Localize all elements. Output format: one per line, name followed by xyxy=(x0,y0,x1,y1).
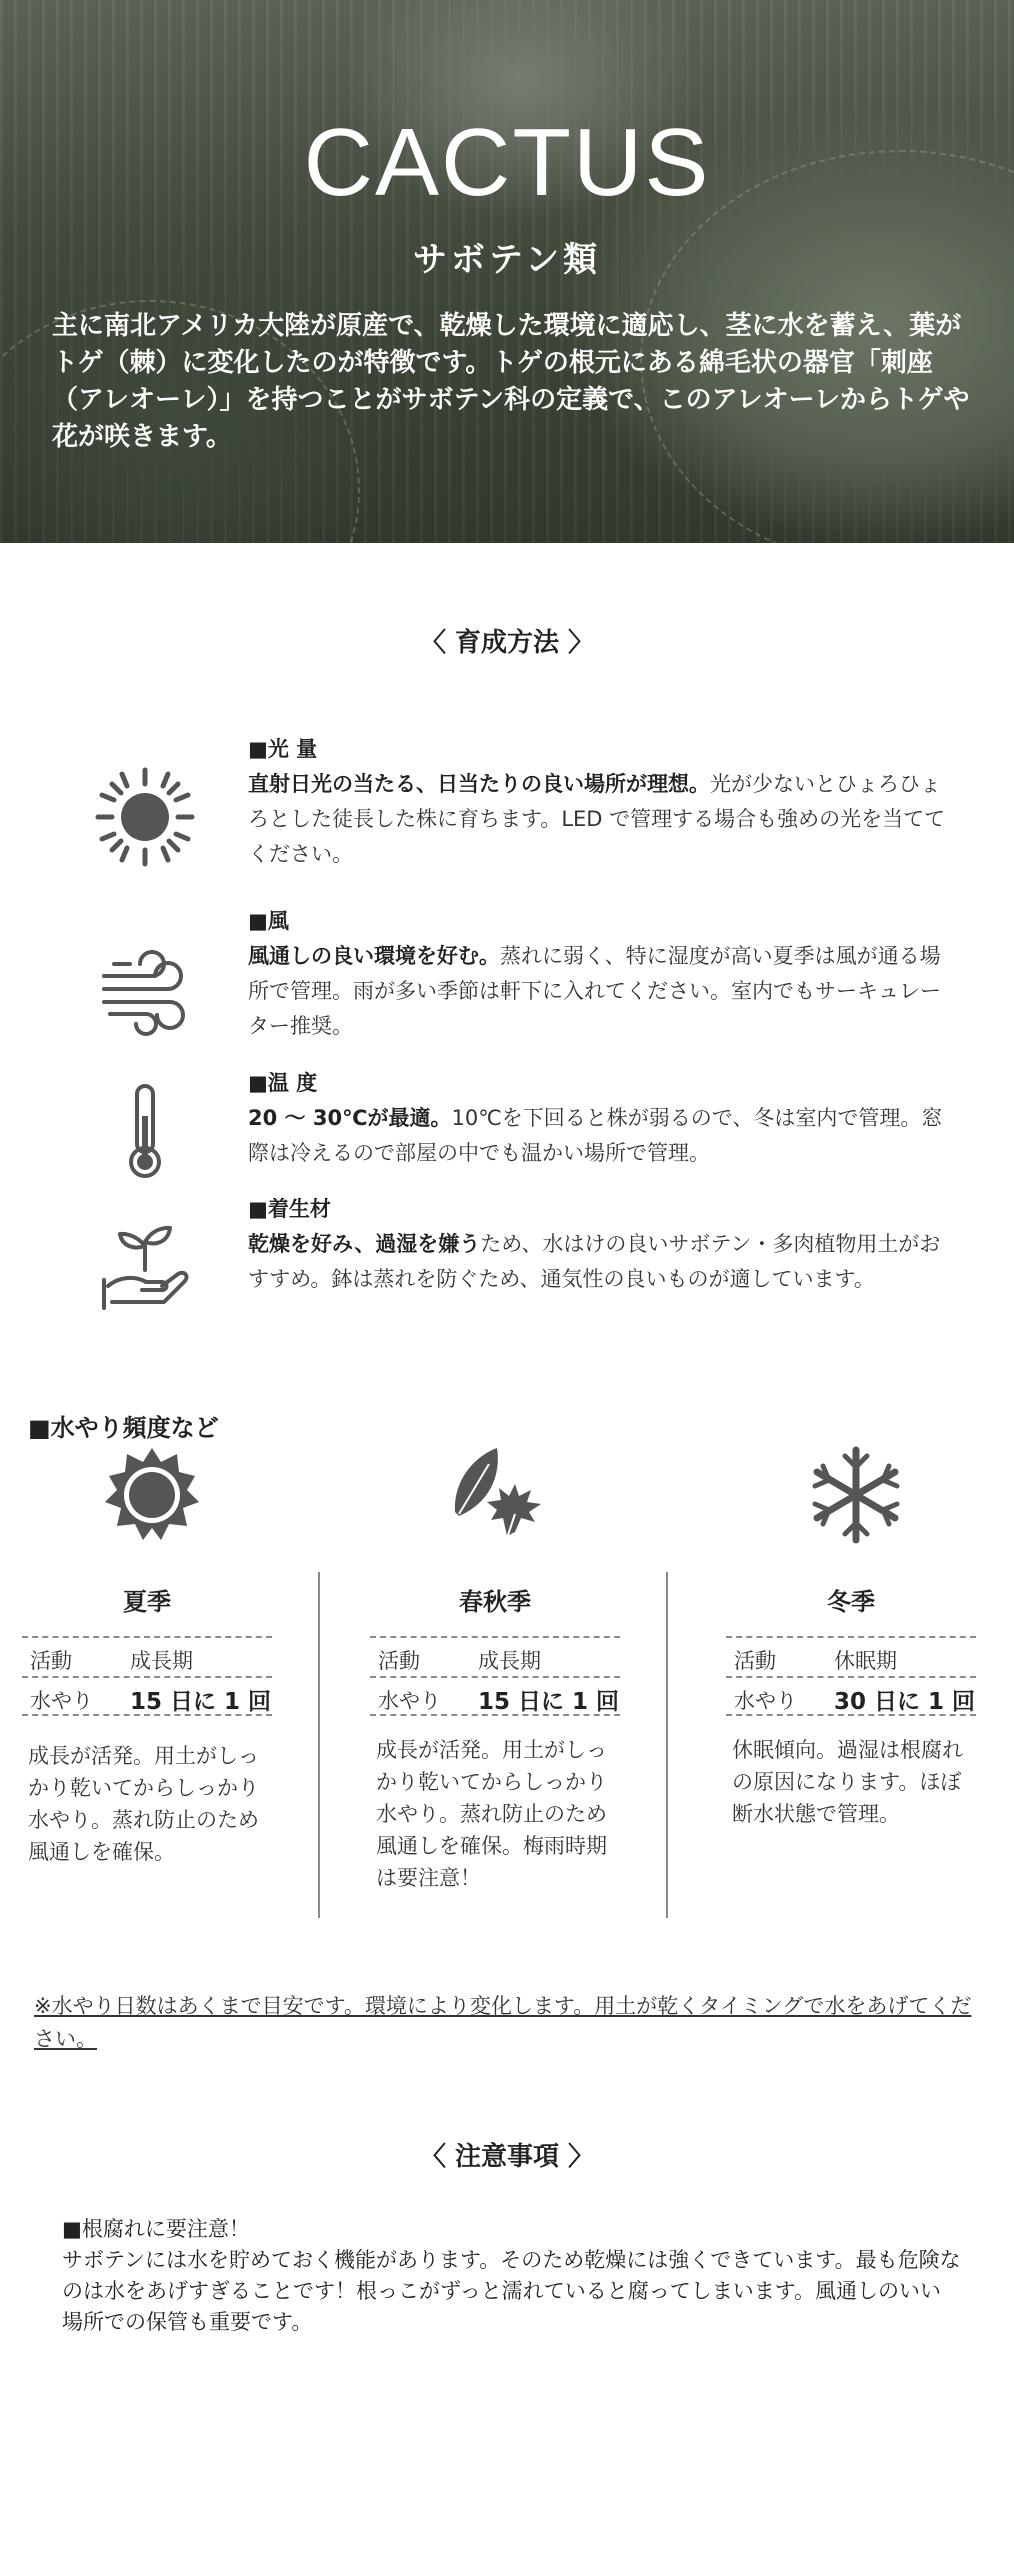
care-title: ■光 量 xyxy=(248,737,318,761)
care-lead: 風通しの良い環境を好む。 xyxy=(248,944,500,968)
care-text xyxy=(248,1066,948,1171)
activity-label: 活動 xyxy=(30,1649,72,1673)
watering-value: 30 日に 1 回 xyxy=(834,1689,976,1715)
column-divider xyxy=(666,1572,668,1918)
snowflake-icon xyxy=(801,1440,911,1550)
care-body: 10℃を下回ると株が弱るので、冬は室内で管理。窓際は冷えるので部屋の中でも温かい場所で管理。 xyxy=(248,1106,943,1165)
season-name: 春秋季 xyxy=(459,1588,531,1616)
sun-icon xyxy=(90,762,200,872)
column-divider xyxy=(318,1572,320,1918)
hero-title: CACTUS xyxy=(303,109,711,216)
hero-subtitle: サボテン類 xyxy=(412,240,602,280)
watering-label: 水やり xyxy=(30,1689,93,1713)
care-title: ■温 度 xyxy=(248,1071,318,1095)
activity-value: 休眠期 xyxy=(834,1649,897,1673)
watering-row xyxy=(370,1676,620,1716)
leaves-icon xyxy=(445,1440,555,1550)
growing-heading: 〈 育成方法 〉 xyxy=(419,628,595,658)
caution-block xyxy=(62,2214,962,2338)
watering-label: 水やり xyxy=(378,1689,441,1713)
activity-row xyxy=(726,1636,976,1676)
activity-label: 活動 xyxy=(378,1649,420,1673)
activity-row xyxy=(370,1636,620,1676)
watering-row xyxy=(22,1676,272,1716)
wind-icon xyxy=(90,934,200,1044)
season-description: 休眠傾向。過湿は根腐れの原因になります。ほぼ断水状態で管理。 xyxy=(732,1738,963,1826)
activity-row xyxy=(22,1636,272,1676)
watering-label: 水やり xyxy=(734,1689,797,1713)
watering-heading: ■水やり頻度など xyxy=(28,1414,219,1442)
season-description: 成長が活発。用土がしっかり乾いてからしっかり水やり。蒸れ防止のため風通しを確保。 xyxy=(28,1744,259,1864)
season-name: 夏季 xyxy=(123,1588,171,1616)
summer-sun-icon xyxy=(97,1440,207,1550)
care-title: ■着生材 xyxy=(248,1197,331,1221)
hero-banner xyxy=(0,0,1014,543)
care-lead: 乾燥を好み、過湿を嫌う xyxy=(248,1232,481,1256)
care-title: ■風 xyxy=(248,909,289,933)
activity-label: 活動 xyxy=(734,1649,776,1673)
season-name: 冬季 xyxy=(827,1588,875,1616)
caution-title: ■根腐れに要注意！ xyxy=(62,2217,250,2241)
watering-value: 15 日に 1 回 xyxy=(130,1689,272,1715)
activity-value: 成長期 xyxy=(130,1649,193,1673)
caution-body: サボテンには水を貯めておく機能があります。そのため乾燥には強くできています。最も危険なのは水をあげすぎることです！根っこがずっと濡れていると腐ってしまいます。風通しのいい場所での保管も重要です。 xyxy=(62,2248,961,2334)
watering-note: ※水やり日数はあくまで目安です。環境により変化します。用土が乾くタイミングで水をあげてください。 xyxy=(34,1994,972,2051)
care-body: 蒸れに弱く、特に湿度が高い夏季は風が通る場所で管理。雨が多い季節は軒下に入れてください。室内でもサーキュレーター推奨。 xyxy=(248,944,941,1038)
care-text xyxy=(248,1192,948,1297)
care-lead: 直射日光の当たる、日当たりの良い場所が理想。 xyxy=(248,772,710,796)
season-description: 成長が活発。用土がしっかり乾いてからしっかり水やり。蒸れ防止のため風通しを確保。梅雨時期は要注意！ xyxy=(376,1738,607,1890)
sprout-in-hand-icon xyxy=(90,1212,200,1322)
activity-value: 成長期 xyxy=(478,1649,541,1673)
care-body: 光が少ないとひょろひょろとした徒長した株に育ちます。LED で管理する場合も強めの光を当ててください。 xyxy=(248,772,946,866)
caution-heading: 〈 注意事項 〉 xyxy=(419,2142,595,2172)
thermometer-icon xyxy=(90,1076,200,1186)
watering-value: 15 日に 1 回 xyxy=(478,1689,620,1715)
care-text xyxy=(248,904,948,1044)
hero-description: 主に南北アメリカ大陸が原産で、乾燥した環境に適応し、茎に水を蓄え、葉がトゲ（棘）に変化したのが特徴です。トゲの根元にある綿毛状の器官「刺座（アレオーレ）」を持つことがサボテン科の定義で、このアレオーレからトゲや花が咲きます。 xyxy=(52,311,970,452)
watering-row xyxy=(726,1676,976,1716)
care-text xyxy=(248,732,948,872)
care-lead: 20 ～ 30℃が最適。 xyxy=(248,1106,452,1130)
care-body: ため、水はけの良いサボテン・多肉植物用土がおすすめ。鉢は蒸れを防ぐため、通気性の良いものが適しています。 xyxy=(248,1232,941,1291)
